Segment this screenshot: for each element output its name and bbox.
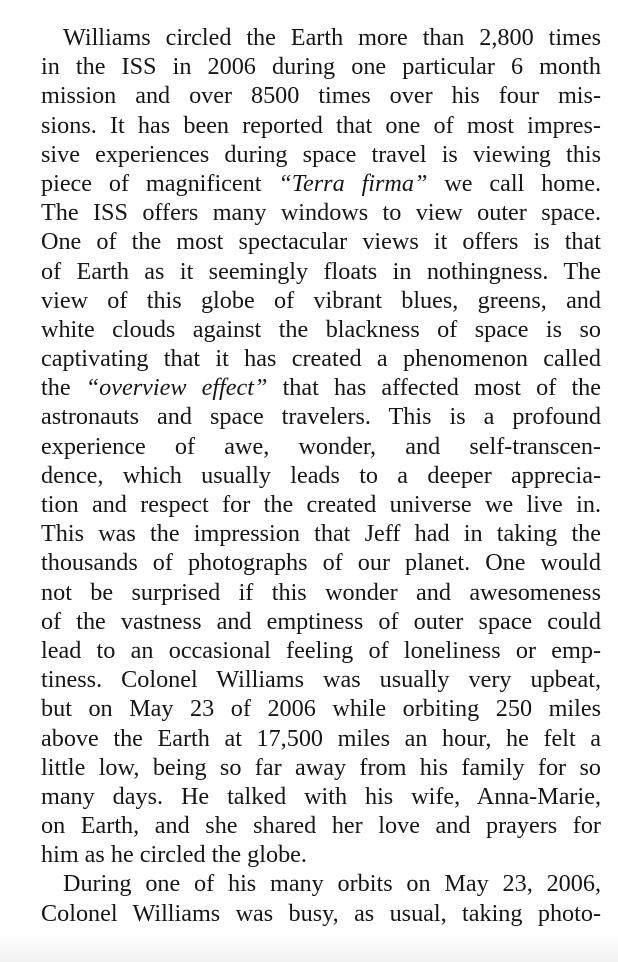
text-line: One of the most spectacular views it offers is that — [41, 228, 601, 256]
text-line: Williams circled the Earth more than 2,800 times — [63, 24, 601, 51]
text-line: astronauts and space travelers. This is a profound — [41, 403, 601, 431]
text-run: piece of magnificent — [41, 169, 279, 197]
text-line: little low, being so far away from his family for so — [41, 753, 601, 781]
text-line: of the vastness and emptiness of outer space could — [41, 607, 601, 635]
text-run: that has affected most of the — [267, 374, 601, 402]
text-line: captivating that it has created a phenomenon called — [41, 345, 601, 373]
text-line: mission and over 8500 times over his four mis- — [41, 82, 601, 110]
text-line: tiness. Colonel Williams was usually very upbeat, — [41, 666, 601, 694]
text-line: but on May 23 of 2006 while orbiting 250 miles — [41, 695, 601, 723]
text-line: white clouds against the blackness of space is so — [41, 315, 601, 343]
text-line: The ISS offers many windows to view outer space. — [41, 199, 601, 227]
text-line: lead to an occasional feeling of loneliness or emp- — [41, 636, 601, 664]
text-line: him as he circled the globe. — [41, 841, 307, 869]
text-line: in the ISS in 2006 during one particular 6 month — [41, 53, 601, 81]
text-line: tion and respect for the created universe we live in. — [41, 491, 601, 518]
text-run: the — [41, 374, 86, 402]
text-run: we call home. — [427, 169, 601, 197]
text-line: Colonel Williams was busy, as usual, taking photo- — [41, 899, 601, 927]
text-line: sions. It has been reported that one of most impres- — [41, 111, 601, 139]
text-line: view of this globe of vibrant blues, greens, and — [41, 286, 601, 314]
text-line — [41, 169, 601, 198]
text-line: During one of his many orbits on May 23, 2006, — [63, 870, 601, 898]
text-line: not be surprised if this wonder and awesomeness — [41, 578, 601, 606]
paragraph — [41, 23, 601, 869]
text-line: many days. He talked with his wife, Anna-Marie, — [41, 782, 601, 810]
italic-term: “Terra firma” — [278, 169, 428, 197]
text-line: on Earth, and she shared her love and prayers for — [41, 812, 601, 840]
text-line: above the Earth at 17,500 miles an hour, he felt a — [41, 724, 601, 752]
text-line: This was the impression that Jeff had in taking the — [41, 520, 601, 548]
text-line: sive experiences during space travel is viewing this — [41, 140, 601, 168]
text-line: thousands of photographs of our planet. One would — [41, 549, 601, 577]
page-bottom-shadow — [0, 934, 618, 962]
text-line: of Earth as it seemingly floats in nothingness. The — [41, 257, 601, 285]
text-line — [41, 373, 601, 402]
text-line: dence, which usually leads to a deeper apprecia- — [41, 461, 601, 489]
italic-term: “overview effect” — [85, 374, 268, 402]
body-text — [41, 23, 601, 928]
paragraph — [41, 869, 601, 927]
text-line: experience of awe, wonder, and self-transcen- — [41, 432, 601, 460]
